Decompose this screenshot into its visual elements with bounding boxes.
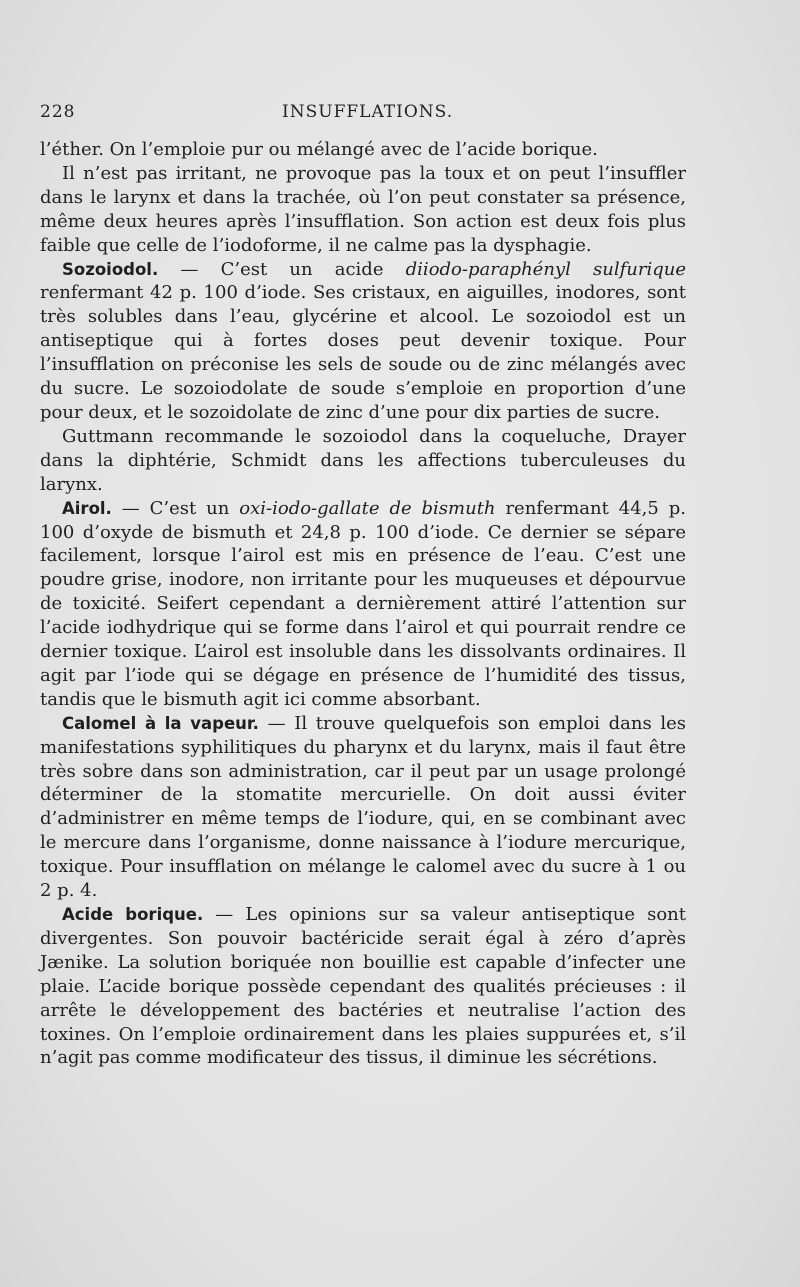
airol-body: renfermant 44,5 p. 100 d’oxyde de bismuth et 24,8 p. 100 d’iode. Ce dernier se sépare facilement, lorsque l’airol est mis en présence de l’eau. C’est une poudre grise, inodore, non irritante pour les muqueuses et dépourvue de toxicité. Seifert cependant a dernièrement attiré l’attention sur l’acide iodhydrique qui se forme dans l’airol et qui pourrait rendre ce dernier toxique. L’airol est insoluble dans les dissolvants ordinaires. Il agit par l’iode qui se dégage en présence de l’humidité des tissus, tandis que le bismuth agit ici comme absorbant. [40, 497, 686, 710]
airol-lead: — C’est un [111, 497, 240, 519]
body-text [40, 138, 686, 1070]
paragraph-acide-borique [40, 903, 686, 1070]
paragraph-irritation: Il n’est pas irritant, ne provoque pas la toux et on peut l’insuffler dans le larynx et dans la trachée, où l’on peut constater sa présence, même deux heures après l’insufflation. Son action est deux fois plus faible que celle de l’iodoforme, il ne calme pas la dysphagie. [40, 162, 686, 256]
term-sozoiodol: Sozoiodol. [62, 259, 159, 279]
calomel-body: — Il trouve quelquefois son emploi dans les manifestations syphilitiques du pharynx et du larynx, mais il faut être très sobre dans son administration, car il peut par un usage prolongé déterminer de la stomatite mercurielle. On doit aussi éviter d’administrer en même temps de l’iodure, qui, en se combinant avec le mercure dans l’organisme, donne naissance à l’iodure mercurique, toxique. Pour insufflation on mélange le calomel avec du sucre à 1 ou 2 p. 4. [40, 712, 686, 902]
sozoiodol-chemical: diiodo-paraphényl sulfurique [405, 258, 686, 280]
sozoiodol-lead: — C’est un acide [158, 258, 406, 280]
term-airol: Airol. [62, 498, 112, 518]
paragraph-continuation: l’éther. On l’emploie pur ou mélangé avec de l’acide borique. [40, 139, 598, 160]
running-title: INSUFFLATIONS. [282, 102, 454, 122]
term-calomel: Calomel à la vapeur. [62, 713, 259, 733]
page-number: 228 [40, 102, 76, 122]
paragraph-guttmann: Guttmann recommande le sozoiodol dans la coqueluche, Drayer dans la diphtérie, Schmidt dans les affections tuberculeuses du larynx. [40, 425, 686, 495]
running-head [40, 96, 686, 126]
paragraph-calomel [40, 712, 686, 903]
paragraph-sozoiodol [40, 258, 686, 425]
sozoiodol-body: renfermant 42 p. 100 d’iode. Ses cristaux, en aiguilles, inodores, sont très solubles dans l’eau, glycérine et alcool. Le sozoiodol est un antiseptique qui à fortes doses peut devenir toxique. Pour l’insufflation on préconise les sels de soude ou de zinc mélangés avec du sucre. Le sozoiodolate de soude s’emploie en proportion d’une pour deux, et le sozoidolate de zinc d’une pour dix parties de sucre. [40, 282, 686, 423]
term-acide-borique: Acide borique. [62, 905, 204, 924]
paragraph-airol [40, 497, 686, 712]
airol-chemical: oxi-iodo-gallate de bismuth [239, 497, 496, 519]
book-page [40, 96, 686, 1070]
acide-borique-body: — Les opinions sur sa valeur antiseptique sont divergentes. Son pouvoir bactéricide serait égal à zéro d’après Jænike. La solution boriquée non bouillie est capable d’infecter une plaie. L’acide borique possède cependant des qualités précieuses : il arrête le développement des bactéries et neutralise l’action des toxines. On l’emploie ordinairement dans les plaies suppurées et, s’il n’agit pas comme modificateur des tissus, il diminue les sécrétions. [40, 904, 686, 1069]
